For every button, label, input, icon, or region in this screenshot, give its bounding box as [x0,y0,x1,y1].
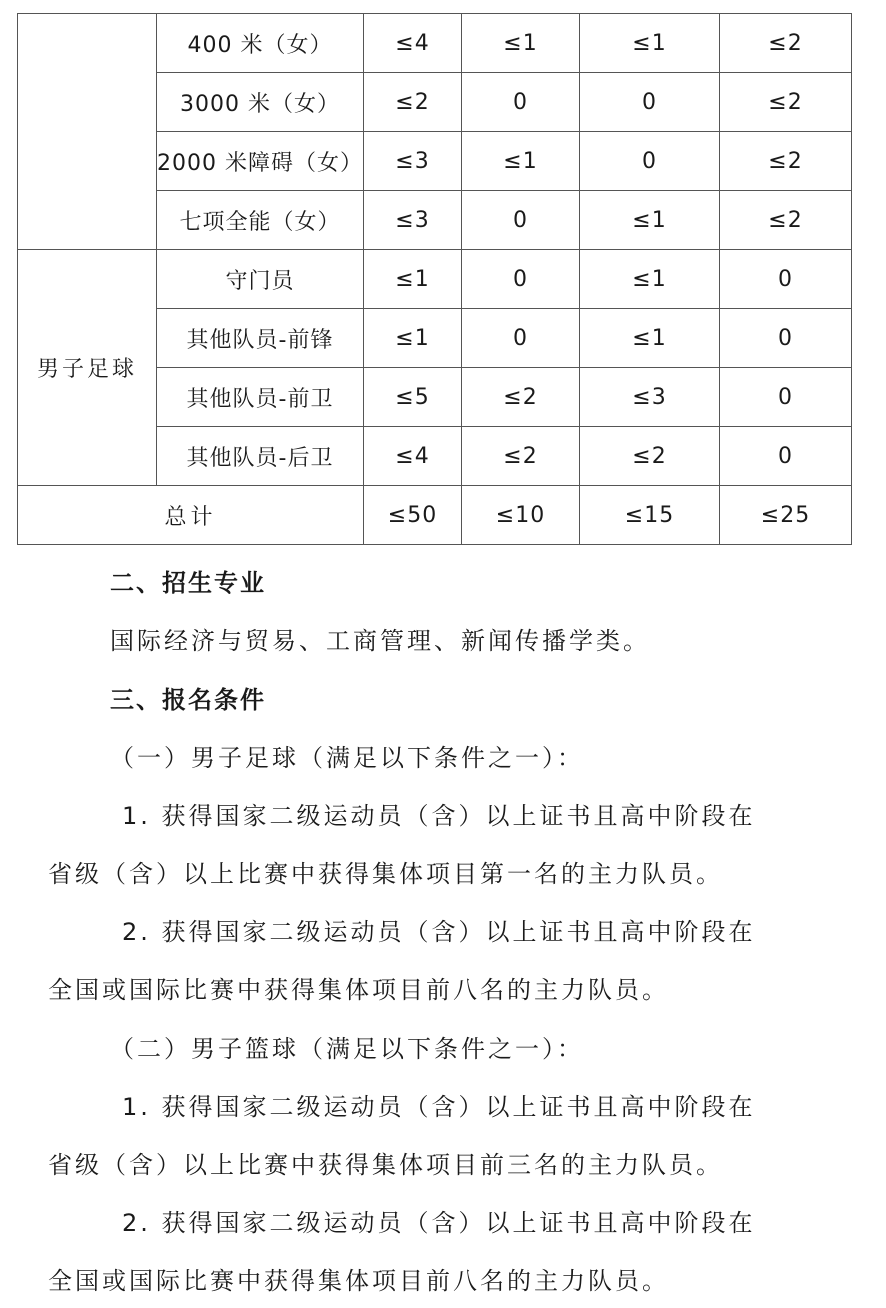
quota-cell: ≤2 [363,73,461,132]
quota-cell: ≤2 [719,132,851,191]
category-cell: 男子足球 [18,250,157,486]
quota-cell: 0 [719,427,851,486]
quota-cell: ≤4 [363,427,461,486]
quota-cell: ≤1 [579,250,719,309]
football-title: （一）男子足球（满足以下条件之一）： [110,744,584,772]
total-cell: ≤10 [461,486,579,545]
quota-cell: ≤5 [363,368,461,427]
football-condition-1-line1: 1. 获得国家二级运动员（含）以上证书且高中阶段在 [122,802,756,830]
quota-cell: ≤1 [579,191,719,250]
football-condition-2-line2: 全国或国际比赛中获得集体项目前八名的主力队员。 [48,976,669,1004]
total-cell: ≤25 [719,486,851,545]
quota-cell: ≤1 [363,309,461,368]
quota-cell: ≤2 [719,14,851,73]
quota-cell: 0 [719,250,851,309]
quota-cell: ≤2 [461,427,579,486]
quota-cell: 0 [461,191,579,250]
basketball-condition-1-line2: 省级（含）以上比赛中获得集体项目前三名的主力队员。 [48,1151,723,1179]
quota-table [17,13,852,545]
quota-cell: ≤2 [461,368,579,427]
quota-cell: ≤2 [579,427,719,486]
quota-cell: ≤4 [363,14,461,73]
quota-cell: 0 [579,73,719,132]
quota-cell: 0 [461,309,579,368]
table-row-total [18,486,852,545]
quota-cell: 0 [461,250,579,309]
basketball-condition-1-line1: 1. 获得国家二级运动员（含）以上证书且高中阶段在 [122,1093,756,1121]
basketball-condition-2-line1: 2. 获得国家二级运动员（含）以上证书且高中阶段在 [122,1209,756,1237]
quota-cell: ≤3 [363,191,461,250]
item-cell: 其他队员-前卫 [157,368,364,427]
majors-text: 国际经济与贸易、工商管理、新闻传播学类。 [110,627,650,655]
quota-cell: ≤1 [579,309,719,368]
quota-cell: 0 [579,132,719,191]
category-cell-blank [18,14,157,250]
quota-cell: ≤1 [363,250,461,309]
quota-cell: 0 [719,309,851,368]
item-cell: 其他队员-前锋 [157,309,364,368]
item-cell: 七项全能（女） [157,191,364,250]
quota-cell: ≤3 [363,132,461,191]
football-condition-2-line1: 2. 获得国家二级运动员（含）以上证书且高中阶段在 [122,918,756,946]
basketball-condition-2-line2: 全国或国际比赛中获得集体项目前八名的主力队员。 [48,1267,669,1295]
quota-cell: 0 [461,73,579,132]
table-row [18,14,852,73]
item-cell: 2000 米障碍（女） [157,132,364,191]
quota-cell: ≤2 [719,191,851,250]
item-cell: 其他队员-后卫 [157,427,364,486]
conditions-heading: 三、报名条件 [110,686,266,714]
item-cell: 守门员 [157,250,364,309]
quota-cell: ≤3 [579,368,719,427]
majors-heading: 二、招生专业 [110,569,266,597]
basketball-title: （二）男子篮球（满足以下条件之一）： [110,1035,584,1063]
quota-cell: ≤2 [719,73,851,132]
football-condition-1-line2: 省级（含）以上比赛中获得集体项目第一名的主力队员。 [48,860,723,888]
item-cell: 400 米（女） [157,14,364,73]
total-label: 总计 [18,486,364,545]
item-cell: 3000 米（女） [157,73,364,132]
quota-cell: 0 [719,368,851,427]
quota-cell: ≤1 [461,132,579,191]
total-cell: ≤15 [579,486,719,545]
quota-cell: ≤1 [461,14,579,73]
total-cell: ≤50 [363,486,461,545]
quota-cell: ≤1 [579,14,719,73]
table-row [18,250,852,309]
